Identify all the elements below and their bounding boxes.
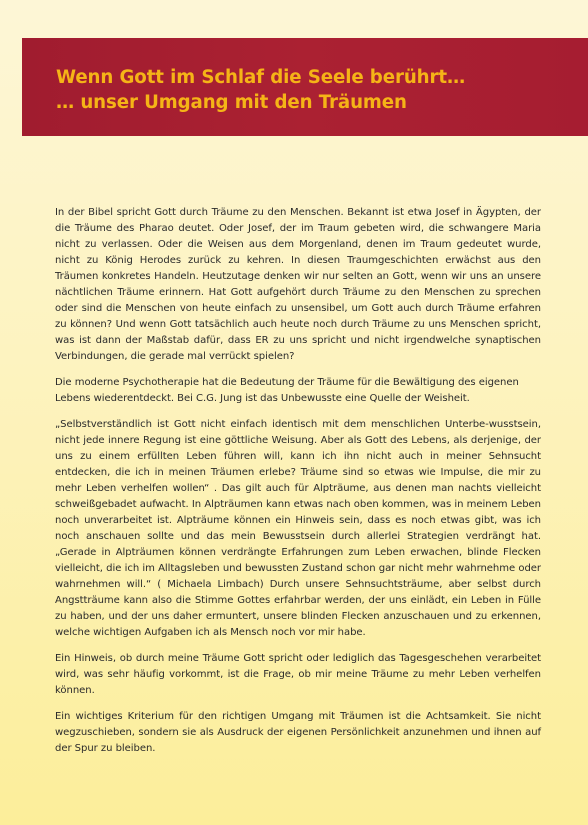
title-banner [22, 38, 588, 136]
paragraph-criterion: Ein wichtiges Kriterium für den richtigen Umgang mit Träumen ist die Achtsamkeit. Sie nicht wegzuschieben, sondern sie als Ausdruck der eigenen Persönlichkeit anzunehmen und ihnen auf der Spur zu bleiben. [55, 711, 541, 754]
paragraph-hint: Ein Hinweis, ob durch meine Träume Gott spricht oder lediglich das Tagesgeschehen verarbeitet wird, was sehr häufig vorkommt, ist die Frage, ob mir meine Träume zu mehr Leben verhelfen können. [55, 653, 541, 696]
article-body [55, 205, 541, 767]
title-line-1: Wenn Gott im Schlaf die Seele berührt… [56, 67, 466, 88]
page-title [56, 65, 465, 115]
title-line-2: … unser Umgang mit den Träumen [56, 92, 407, 113]
paragraph-intro: In der Bibel spricht Gott durch Träume zu den Menschen. Bekannt ist etwa Josef in Ägypten, der die Träume des Pharao deutet. Oder Josef, der im Traum gebeten wird, die schwangere Maria nicht zu verlassen. Oder die Weisen aus dem Morgenland, denen im Traum gedeutet wurde, nicht zu König Herodes zurück zu kehren. In diesen Traumgeschichten erwächst aus den Träumen konkretes Handeln. Heutzutage denken wir nur selten an Gott, wenn wir uns an unsere nächtlichen Träume erinnern. Hat Gott aufgehört durch Träume zu den Menschen zu sprechen oder sind die Menschen von heute einfach zu unsensibel, um Gott auch durch Träume erfahren zu können? Und wenn Gott tatsächlich auch heute noch durch Träume zu uns Menschen spricht, was ist dann der Maßstab dafür, dass ER zu uns spricht und nicht irgendwelche synaptischen Verbindungen, die gerade mal verrückt spielen? [55, 207, 541, 362]
paragraph-psychotherapy: Die moderne Psychotherapie hat die Bedeutung der Träume für die Bewältigung des eigenen Lebens wiederentdeckt. Bei C.G. Jung ist das Unbewusste eine Quelle der Weisheit. [55, 377, 519, 404]
paragraph-quote: „Selbstverständlich ist Gott nicht einfach identisch mit dem menschlichen Unterbe-wusstsein, nicht jede innere Regung ist eine göttliche Weisung. Aber als Gott des Lebens, als derjenige, der uns zu einem erfüllten Leben führen will, kann ich ihn nicht auch in meiner Sehnsucht entdecken, die ich in meinen Träumen erlebe? Träume sind so etwas wie Impulse, die mir zu mehr Leben verhelfen wollen“ . Das gilt auch für Alpträume, aus denen man nachts vielleicht schweißgebadet aufwacht. In Alpträumen kann etwas nach oben kommen, was in meinem Leben noch unverarbeitet ist. Alpträume können ein Hinweis sein, dass es noch etwas gibt, was ich noch anschauen sollte und das mein Bewusstsein durch allerlei Strategien verdrängt hat. „Gerade in Alpträumen können verdrängte Erfahrungen zum Leben erwachen, blinde Flecken vielleicht, die ich im Alltagsleben und bewussten Zustand schon gar nicht mehr wahrnehme oder wahrnehmen will.“ ( Michaela Limbach) Durch unsere Sehnsuchtsträume, aber selbst durch Angstträume kann also die Stimme Gottes erfahrbar werden, der uns einlädt, ein Leben in Fülle zu haben, und der uns daher ermuntert, unsere blinden Flecken anzuschauen und zu erkennen, welche wichtigen Aufgaben ich als Mensch noch vor mir habe. [55, 419, 541, 638]
